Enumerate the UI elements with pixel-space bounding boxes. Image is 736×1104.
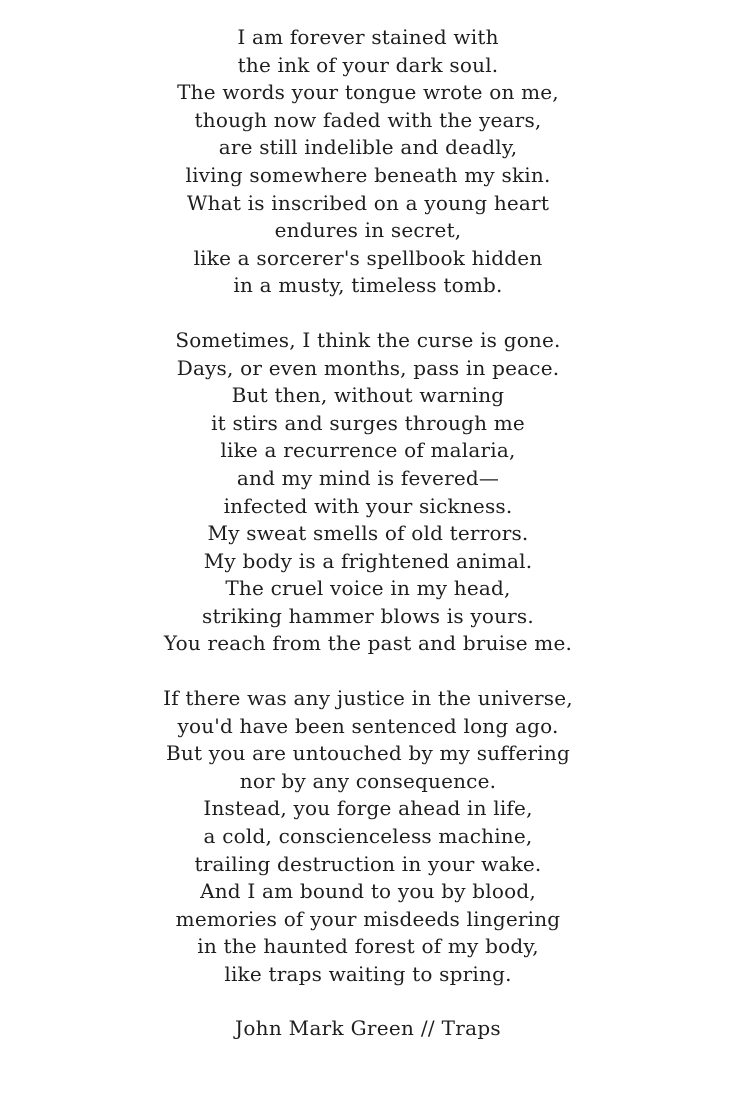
poem-line: And I am bound to you by blood, [200, 879, 536, 904]
poem-line: The cruel voice in my head, [225, 576, 511, 601]
poem-line: My sweat smells of old terrors. [207, 521, 529, 546]
poem-line: trailing destruction in your wake. [194, 851, 542, 876]
poem-line: striking hammer blows is yours. [202, 603, 534, 628]
poem-line: though now faded with the years, [194, 107, 542, 132]
poem-line: it stirs and surges through me [211, 410, 525, 435]
poem-line: You reach from the past and bruise me. [163, 631, 573, 656]
poem-line: you'd have been sentenced long ago. [177, 713, 559, 738]
poem-line: a cold, conscienceless machine, [203, 824, 533, 849]
poem-line: memories of your misdeeds lingering [175, 906, 561, 931]
poem-line: are still indelible and deadly, [218, 135, 518, 160]
poem-attribution: John Mark Green // Traps [235, 1015, 501, 1040]
poem-line: I am forever stained with [237, 25, 499, 49]
poem-line: like traps waiting to spring. [224, 962, 512, 986]
poem-line: Instead, you forge ahead in life, [203, 796, 533, 821]
stanza-3 [0, 685, 736, 989]
poem-line: The words your tongue wrote on me, [177, 80, 559, 105]
poem-line: If there was any justice in the universe, [163, 686, 573, 711]
poem-line: like a sorcerer's spellbook hidden [193, 245, 543, 270]
poem-line: Sometimes, I think the curse is gone. [175, 327, 561, 352]
poem-line: What is inscribed on a young heart [186, 190, 550, 215]
poem-line: infected with your sickness. [223, 493, 513, 518]
poem-line: nor by any consequence. [239, 768, 497, 793]
poem-line: in the haunted forest of my body, [197, 934, 539, 959]
poem-line: and my mind is fevered— [236, 465, 500, 490]
poem-line: But then, without warning [231, 383, 505, 408]
poem-line: My body is a frightened animal. [203, 548, 533, 573]
stanza-1 [0, 24, 736, 300]
poem-line: endures in secret, [274, 218, 462, 243]
poem-line: in a musty, timeless tomb. [233, 273, 503, 298]
poem-line: the ink of your dark soul. [237, 52, 499, 77]
poem-line: like a recurrence of malaria, [220, 438, 516, 463]
poem-line: Days, or even months, pass in peace. [176, 355, 560, 380]
poem-line: living somewhere beneath my skin. [185, 162, 551, 187]
stanza-2 [0, 327, 736, 658]
poem-line: But you are untouched by my suffering [166, 741, 570, 766]
